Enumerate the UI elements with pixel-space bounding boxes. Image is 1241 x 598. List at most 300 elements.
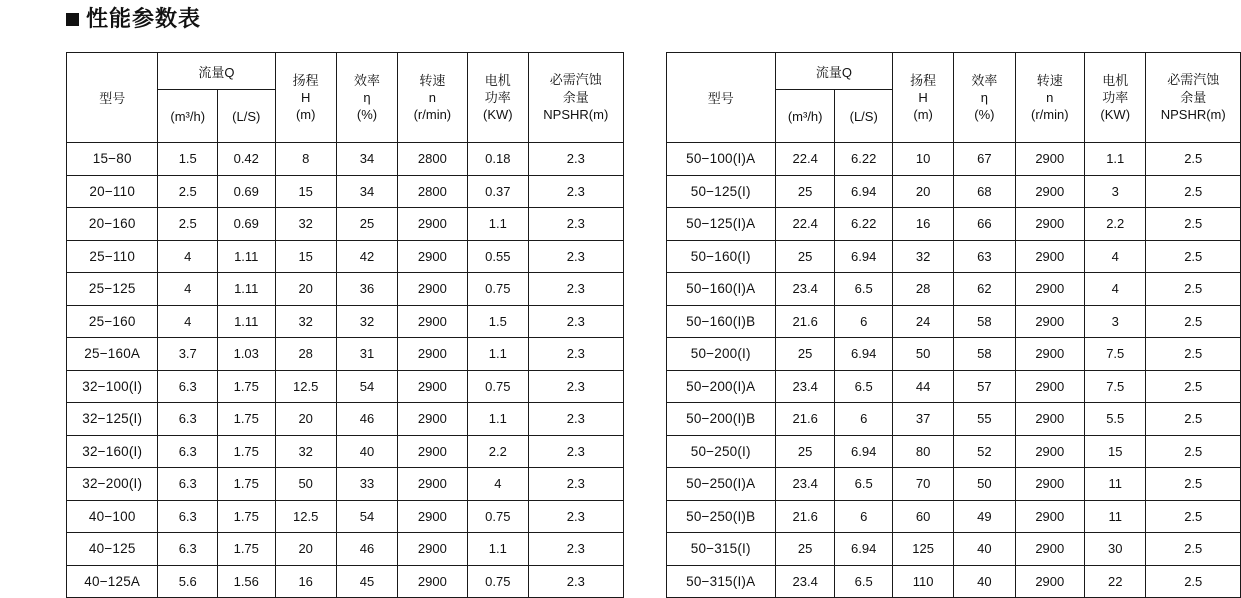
header-speed-line2: n [1046, 89, 1054, 105]
cell-power: 4 [1085, 240, 1146, 273]
cell-npsh: 2.5 [1146, 533, 1241, 566]
table-row [67, 273, 624, 306]
table-row [666, 240, 1240, 273]
cell-head: 50 [892, 338, 953, 371]
header-eff-line3: (%) [356, 107, 378, 123]
table-row [666, 500, 1240, 533]
cell-model: 20−160 [67, 208, 158, 241]
cell-flow-m3h: 21.6 [775, 403, 835, 436]
cell-head: 20 [892, 175, 953, 208]
cell-speed: 2900 [398, 273, 467, 306]
cell-efficiency: 68 [954, 175, 1015, 208]
header-head-line1: 扬程 [292, 72, 319, 88]
header-speed [1015, 53, 1084, 143]
cell-model: 50−200(I)A [666, 370, 775, 403]
cell-model: 25−125 [67, 273, 158, 306]
header-eff-line2: η [980, 89, 989, 105]
cell-speed: 2900 [1015, 240, 1084, 273]
cell-power: 1.1 [467, 403, 528, 436]
cell-model: 40−125 [67, 533, 158, 566]
cell-head: 20 [275, 533, 336, 566]
table-head [67, 53, 624, 143]
cell-model: 50−250(I)A [666, 468, 775, 501]
table-row [67, 403, 624, 436]
header-speed-line2: n [428, 89, 436, 105]
cell-flow-m3h: 25 [775, 240, 835, 273]
header-npsh-line3: NPSHR(m) [1160, 107, 1226, 123]
cell-npsh: 2.5 [1146, 370, 1241, 403]
cell-model: 50−315(I) [666, 533, 775, 566]
cell-speed: 2900 [1015, 305, 1084, 338]
cell-speed: 2900 [1015, 273, 1084, 306]
cell-flow-m3h: 3.7 [158, 338, 218, 371]
cell-power: 4 [1085, 273, 1146, 306]
cell-efficiency: 55 [954, 403, 1015, 436]
header-npsh-line2: 余量 [1180, 89, 1207, 105]
section-heading [66, 8, 201, 30]
cell-head: 28 [275, 338, 336, 371]
cell-speed: 2900 [398, 370, 467, 403]
cell-power: 1.1 [1085, 143, 1146, 176]
header-head-line2: H [300, 89, 311, 105]
cell-npsh: 2.3 [529, 175, 624, 208]
cell-flow-ls: 6 [835, 305, 893, 338]
cell-npsh: 2.5 [1146, 208, 1241, 241]
cell-head: 15 [275, 175, 336, 208]
cell-head: 32 [892, 240, 953, 273]
cell-power: 0.37 [467, 175, 528, 208]
table-row [67, 468, 624, 501]
cell-speed: 2900 [1015, 565, 1084, 598]
cell-npsh: 2.3 [529, 338, 624, 371]
table-row [666, 208, 1240, 241]
cell-efficiency: 67 [954, 143, 1015, 176]
header-npsh-line2: 余量 [562, 89, 589, 105]
cell-npsh: 2.5 [1146, 403, 1241, 436]
cell-flow-ls: 1.75 [218, 533, 275, 566]
table-row [666, 533, 1240, 566]
cell-head: 16 [275, 565, 336, 598]
cell-head: 70 [892, 468, 953, 501]
header-power-line1: 电机 [1102, 72, 1129, 88]
cell-npsh: 2.3 [529, 468, 624, 501]
header-power-line2: 功率 [1102, 89, 1129, 105]
cell-power: 3 [1085, 175, 1146, 208]
cell-efficiency: 36 [336, 273, 397, 306]
cell-efficiency: 40 [954, 533, 1015, 566]
cell-power: 2.2 [467, 435, 528, 468]
performance-table-left [66, 52, 624, 598]
cell-head: 125 [892, 533, 953, 566]
cell-power: 2.2 [1085, 208, 1146, 241]
cell-speed: 2900 [398, 338, 467, 371]
cell-efficiency: 63 [954, 240, 1015, 273]
cell-flow-ls: 1.75 [218, 403, 275, 436]
cell-power: 0.75 [467, 273, 528, 306]
header-speed-line1: 转速 [1036, 72, 1063, 88]
cell-head: 20 [275, 403, 336, 436]
cell-speed: 2800 [398, 143, 467, 176]
cell-npsh: 2.3 [529, 533, 624, 566]
header-row-1 [67, 53, 624, 90]
cell-model: 50−315(I)A [666, 565, 775, 598]
cell-model: 32−200(I) [67, 468, 158, 501]
cell-npsh: 2.5 [1146, 338, 1241, 371]
cell-power: 7.5 [1085, 338, 1146, 371]
header-eff-line1: 效率 [354, 72, 381, 88]
table-row [67, 240, 624, 273]
header-npsh-line3: NPSHR(m) [543, 107, 609, 123]
cell-flow-ls: 6 [835, 403, 893, 436]
table-row [666, 403, 1240, 436]
cell-flow-ls: 6.94 [835, 175, 893, 208]
cell-flow-ls: 1.75 [218, 468, 275, 501]
header-efficiency [954, 53, 1015, 143]
cell-flow-ls: 1.11 [218, 273, 275, 306]
cell-flow-ls: 1.03 [218, 338, 275, 371]
cell-head: 110 [892, 565, 953, 598]
cell-efficiency: 34 [336, 175, 397, 208]
table-row [67, 305, 624, 338]
cell-power: 1.5 [467, 305, 528, 338]
header-power-line1: 电机 [484, 72, 511, 88]
table-row [67, 208, 624, 241]
header-head [275, 53, 336, 143]
cell-head: 44 [892, 370, 953, 403]
cell-power: 7.5 [1085, 370, 1146, 403]
cell-head: 24 [892, 305, 953, 338]
cell-head: 32 [275, 208, 336, 241]
header-power [467, 53, 528, 143]
table-body-right [666, 143, 1240, 598]
cell-npsh: 2.5 [1146, 240, 1241, 273]
cell-npsh: 2.3 [529, 565, 624, 598]
cell-speed: 2900 [1015, 338, 1084, 371]
header-flow-group: 流量Q [775, 53, 892, 90]
cell-flow-m3h: 4 [158, 240, 218, 273]
cell-power: 0.18 [467, 143, 528, 176]
cell-flow-m3h: 22.4 [775, 143, 835, 176]
cell-speed: 2900 [1015, 533, 1084, 566]
cell-npsh: 2.5 [1146, 468, 1241, 501]
cell-speed: 2900 [1015, 435, 1084, 468]
cell-efficiency: 54 [336, 370, 397, 403]
header-head-line3: (m) [295, 107, 316, 123]
header-head [892, 53, 953, 143]
cell-head: 32 [275, 435, 336, 468]
header-flow-group: 流量Q [158, 53, 275, 90]
cell-npsh: 2.5 [1146, 435, 1241, 468]
cell-model: 50−125(I)A [666, 208, 775, 241]
cell-speed: 2900 [398, 435, 467, 468]
cell-flow-ls: 0.69 [218, 208, 275, 241]
cell-flow-m3h: 23.4 [775, 370, 835, 403]
table-row [666, 435, 1240, 468]
table-row [67, 338, 624, 371]
cell-model: 40−100 [67, 500, 158, 533]
cell-speed: 2900 [1015, 143, 1084, 176]
cell-flow-m3h: 6.3 [158, 468, 218, 501]
cell-head: 20 [275, 273, 336, 306]
header-speed-line1: 转速 [419, 72, 446, 88]
cell-flow-ls: 6.94 [835, 338, 893, 371]
cell-flow-m3h: 23.4 [775, 565, 835, 598]
cell-flow-m3h: 23.4 [775, 273, 835, 306]
page-title: 性能参数表 [86, 6, 202, 31]
cell-head: 50 [275, 468, 336, 501]
cell-model: 50−160(I) [666, 240, 775, 273]
header-eff-line2: η [363, 89, 371, 105]
cell-npsh: 2.3 [529, 273, 624, 306]
cell-flow-ls: 6.5 [835, 370, 893, 403]
cell-npsh: 2.3 [529, 370, 624, 403]
cell-efficiency: 54 [336, 500, 397, 533]
cell-flow-m3h: 21.6 [775, 305, 835, 338]
cell-flow-ls: 1.56 [218, 565, 275, 598]
cell-speed: 2900 [1015, 500, 1084, 533]
cell-npsh: 2.3 [529, 143, 624, 176]
cell-flow-ls: 6.94 [835, 435, 893, 468]
table-row [666, 305, 1240, 338]
cell-npsh: 2.5 [1146, 175, 1241, 208]
cell-power: 11 [1085, 468, 1146, 501]
cell-flow-ls: 1.11 [218, 240, 275, 273]
cell-head: 16 [892, 208, 953, 241]
cell-power: 1.1 [467, 208, 528, 241]
cell-flow-ls: 6.5 [835, 273, 893, 306]
cell-flow-m3h: 4 [158, 305, 218, 338]
cell-flow-m3h: 22.4 [775, 208, 835, 241]
header-flow-m3h: (m³/h) [775, 90, 835, 143]
cell-model: 32−160(I) [67, 435, 158, 468]
cell-npsh: 2.5 [1146, 500, 1241, 533]
cell-flow-ls: 6.22 [835, 143, 893, 176]
cell-head: 32 [275, 305, 336, 338]
cell-npsh: 2.3 [529, 305, 624, 338]
table-row [666, 468, 1240, 501]
cell-flow-m3h: 25 [775, 533, 835, 566]
cell-model: 20−110 [67, 175, 158, 208]
cell-efficiency: 31 [336, 338, 397, 371]
cell-flow-m3h: 6.3 [158, 370, 218, 403]
header-head-line1: 扬程 [910, 72, 937, 88]
cell-power: 11 [1085, 500, 1146, 533]
cell-flow-m3h: 5.6 [158, 565, 218, 598]
cell-flow-ls: 6.94 [835, 533, 893, 566]
cell-npsh: 2.5 [1146, 273, 1241, 306]
cell-flow-m3h: 4 [158, 273, 218, 306]
cell-flow-m3h: 6.3 [158, 403, 218, 436]
header-npsh-line1: 必需汽蚀 [549, 72, 602, 88]
header-head-line2: H [918, 89, 928, 105]
header-row-1 [666, 53, 1240, 90]
cell-npsh: 2.3 [529, 208, 624, 241]
cell-flow-ls: 1.75 [218, 500, 275, 533]
cell-speed: 2900 [1015, 175, 1084, 208]
cell-speed: 2900 [398, 240, 467, 273]
cell-npsh: 2.3 [529, 403, 624, 436]
cell-power: 5.5 [1085, 403, 1146, 436]
table-head [666, 53, 1240, 143]
cell-head: 10 [892, 143, 953, 176]
header-model: 型号 [67, 53, 158, 143]
header-eff-line3: (%) [974, 107, 995, 123]
header-efficiency [336, 53, 397, 143]
cell-speed: 2900 [398, 403, 467, 436]
cell-flow-ls: 0.42 [218, 143, 275, 176]
cell-flow-m3h: 1.5 [158, 143, 218, 176]
cell-head: 15 [275, 240, 336, 273]
table-row [666, 143, 1240, 176]
cell-power: 0.75 [467, 565, 528, 598]
header-speed-line3: (r/min) [413, 107, 452, 123]
header-power-line3: (KW) [483, 107, 513, 123]
cell-speed: 2900 [1015, 468, 1084, 501]
cell-model: 25−160A [67, 338, 158, 371]
tables-container [66, 52, 1241, 598]
header-power-line2: 功率 [484, 89, 511, 105]
header-speed-line3: (r/min) [1031, 107, 1069, 123]
cell-efficiency: 25 [336, 208, 397, 241]
cell-power: 1.1 [467, 533, 528, 566]
cell-flow-ls: 6.5 [835, 468, 893, 501]
cell-npsh: 2.5 [1146, 305, 1241, 338]
cell-npsh: 2.3 [529, 435, 624, 468]
cell-power: 4 [467, 468, 528, 501]
cell-efficiency: 33 [336, 468, 397, 501]
cell-model: 50−250(I) [666, 435, 775, 468]
cell-model: 50−250(I)B [666, 500, 775, 533]
table-row [666, 338, 1240, 371]
header-flow-ls: (L/S) [218, 90, 275, 143]
cell-speed: 2900 [398, 500, 467, 533]
cell-speed: 2800 [398, 175, 467, 208]
cell-power: 0.75 [467, 370, 528, 403]
cell-model: 40−125A [67, 565, 158, 598]
cell-flow-m3h: 2.5 [158, 175, 218, 208]
table-row [67, 565, 624, 598]
cell-flow-ls: 1.11 [218, 305, 275, 338]
cell-flow-ls: 0.69 [218, 175, 275, 208]
cell-head: 60 [892, 500, 953, 533]
cell-power: 0.55 [467, 240, 528, 273]
cell-efficiency: 66 [954, 208, 1015, 241]
cell-speed: 2900 [398, 533, 467, 566]
cell-flow-m3h: 25 [775, 435, 835, 468]
square-marker-icon [66, 13, 79, 26]
header-npsh [529, 53, 624, 143]
cell-flow-m3h: 25 [775, 175, 835, 208]
cell-head: 8 [275, 143, 336, 176]
cell-model: 32−125(I) [67, 403, 158, 436]
cell-speed: 2900 [398, 565, 467, 598]
cell-flow-m3h: 6.3 [158, 500, 218, 533]
cell-flow-ls: 1.75 [218, 435, 275, 468]
cell-flow-m3h: 6.3 [158, 435, 218, 468]
cell-efficiency: 40 [954, 565, 1015, 598]
cell-efficiency: 32 [336, 305, 397, 338]
table-row [666, 175, 1240, 208]
cell-efficiency: 52 [954, 435, 1015, 468]
header-flow-m3h: (m³/h) [158, 90, 218, 143]
table-body-left [67, 143, 624, 598]
cell-flow-m3h: 25 [775, 338, 835, 371]
cell-model: 50−160(I)B [666, 305, 775, 338]
header-speed [398, 53, 467, 143]
cell-power: 30 [1085, 533, 1146, 566]
table-row [67, 533, 624, 566]
header-npsh [1146, 53, 1241, 143]
header-model: 型号 [666, 53, 775, 143]
cell-efficiency: 40 [336, 435, 397, 468]
header-head-line3: (m) [913, 107, 933, 123]
table-row [67, 143, 624, 176]
cell-head: 12.5 [275, 370, 336, 403]
cell-model: 25−110 [67, 240, 158, 273]
table-row [666, 565, 1240, 598]
header-npsh-line1: 必需汽蚀 [1167, 72, 1220, 88]
cell-model: 50−200(I) [666, 338, 775, 371]
cell-power: 0.75 [467, 500, 528, 533]
header-flow-ls: (L/S) [835, 90, 893, 143]
header-power [1085, 53, 1146, 143]
cell-model: 50−200(I)B [666, 403, 775, 436]
cell-model: 32−100(I) [67, 370, 158, 403]
cell-model: 50−125(I) [666, 175, 775, 208]
cell-flow-m3h: 23.4 [775, 468, 835, 501]
table-row [67, 435, 624, 468]
cell-npsh: 2.5 [1146, 143, 1241, 176]
cell-speed: 2900 [398, 468, 467, 501]
cell-efficiency: 46 [336, 533, 397, 566]
cell-flow-m3h: 6.3 [158, 533, 218, 566]
cell-speed: 2900 [1015, 370, 1084, 403]
header-power-line3: (KW) [1100, 107, 1131, 123]
cell-efficiency: 58 [954, 338, 1015, 371]
cell-flow-ls: 6.22 [835, 208, 893, 241]
table-row [67, 370, 624, 403]
cell-flow-ls: 1.75 [218, 370, 275, 403]
cell-speed: 2900 [1015, 208, 1084, 241]
cell-efficiency: 58 [954, 305, 1015, 338]
cell-model: 50−160(I)A [666, 273, 775, 306]
cell-efficiency: 57 [954, 370, 1015, 403]
cell-flow-m3h: 2.5 [158, 208, 218, 241]
cell-head: 12.5 [275, 500, 336, 533]
cell-model: 15−80 [67, 143, 158, 176]
cell-head: 80 [892, 435, 953, 468]
cell-power: 22 [1085, 565, 1146, 598]
cell-power: 1.1 [467, 338, 528, 371]
header-eff-line1: 效率 [971, 72, 998, 88]
performance-table-right [666, 52, 1241, 598]
cell-efficiency: 45 [336, 565, 397, 598]
cell-efficiency: 49 [954, 500, 1015, 533]
cell-efficiency: 34 [336, 143, 397, 176]
cell-efficiency: 46 [336, 403, 397, 436]
table-row [666, 273, 1240, 306]
cell-efficiency: 42 [336, 240, 397, 273]
cell-efficiency: 50 [954, 468, 1015, 501]
cell-power: 3 [1085, 305, 1146, 338]
cell-model: 50−100(I)A [666, 143, 775, 176]
cell-flow-ls: 6.5 [835, 565, 893, 598]
cell-speed: 2900 [398, 208, 467, 241]
table-row [67, 500, 624, 533]
cell-head: 37 [892, 403, 953, 436]
cell-flow-ls: 6.94 [835, 240, 893, 273]
cell-power: 15 [1085, 435, 1146, 468]
